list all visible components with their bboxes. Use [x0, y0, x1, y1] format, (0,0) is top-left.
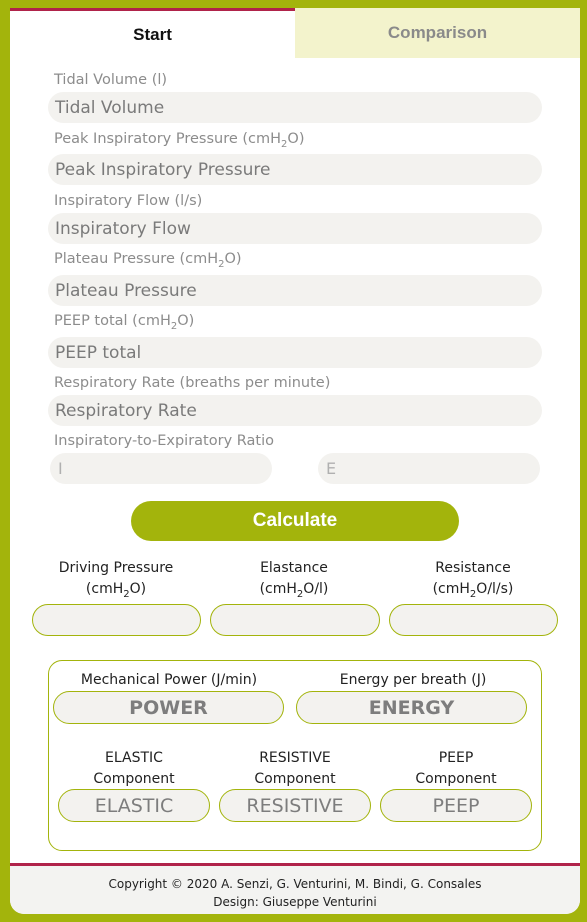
driving-pressure-output — [32, 604, 201, 636]
peep-component-label: PEEP Component — [415, 750, 497, 787]
peak-inspiratory-pressure-label: Peak Inspiratory Pressure (cmH$_2$O) — [54, 131, 305, 150]
tab-comparison[interactable]: Comparison — [295, 8, 580, 58]
e-ratio-input[interactable]: E — [318, 453, 540, 484]
mechanical-power-label: Mechanical Power (J/min) — [80, 672, 258, 688]
mechanical-power-output: POWER — [53, 691, 284, 724]
i-ratio-input[interactable]: I — [50, 453, 272, 484]
elastance-label: Elastance (cmH$_2$O/l) — [259, 560, 329, 600]
resistance-label: Resistance (cmH$_2$O/l/s) — [432, 560, 514, 600]
peep-total-label: PEEP total (cmH$_2$O) — [54, 313, 195, 332]
respiratory-rate-label: Respiratory Rate (breaths per minute) — [54, 375, 331, 391]
peep-component-output: PEEP — [380, 789, 532, 822]
tab-bar — [10, 8, 580, 58]
footer — [10, 863, 580, 914]
ie-ratio-label: Inspiratory-to-Expiratory Ratio — [54, 433, 274, 449]
plateau-pressure-label: Plateau Pressure (cmH$_2$O) — [54, 251, 242, 270]
driving-pressure-label: Driving Pressure (cmH$_2$O) — [58, 560, 174, 600]
peak-inspiratory-pressure-input[interactable]: Peak Inspiratory Pressure — [48, 154, 542, 185]
calculator-card — [10, 8, 580, 914]
elastic-component-label: ELASTIC Component — [93, 750, 175, 787]
design-credit: Design: Giuseppe Venturini — [213, 895, 377, 909]
tidal-volume-label: Tidal Volume (l) — [54, 72, 168, 88]
inspiratory-flow-label: Inspiratory Flow (l/s) — [54, 193, 203, 209]
resistive-component-label: RESISTIVE Component — [254, 750, 336, 787]
energy-per-breath-output: ENERGY — [296, 691, 527, 724]
elastic-component-output: ELASTIC — [58, 789, 210, 822]
calculate-button[interactable]: Calculate — [131, 501, 459, 541]
resistive-component-output: RESISTIVE — [219, 789, 371, 822]
energy-per-breath-label: Energy per breath (J) — [339, 672, 487, 688]
tidal-volume-input[interactable]: Tidal Volume — [48, 92, 542, 123]
resistance-output — [389, 604, 558, 636]
respiratory-rate-input[interactable]: Respiratory Rate — [48, 395, 542, 426]
plateau-pressure-input[interactable]: Plateau Pressure — [48, 275, 542, 306]
tab-start[interactable]: Start — [10, 8, 295, 58]
inspiratory-flow-input[interactable]: Inspiratory Flow — [48, 213, 542, 244]
copyright-text: Copyright © 2020 A. Senzi, G. Venturini, M. Bindi, G. Consales — [108, 877, 482, 891]
power-panel — [48, 660, 542, 851]
elastance-output — [210, 604, 380, 636]
peep-total-input[interactable]: PEEP total — [48, 337, 542, 368]
